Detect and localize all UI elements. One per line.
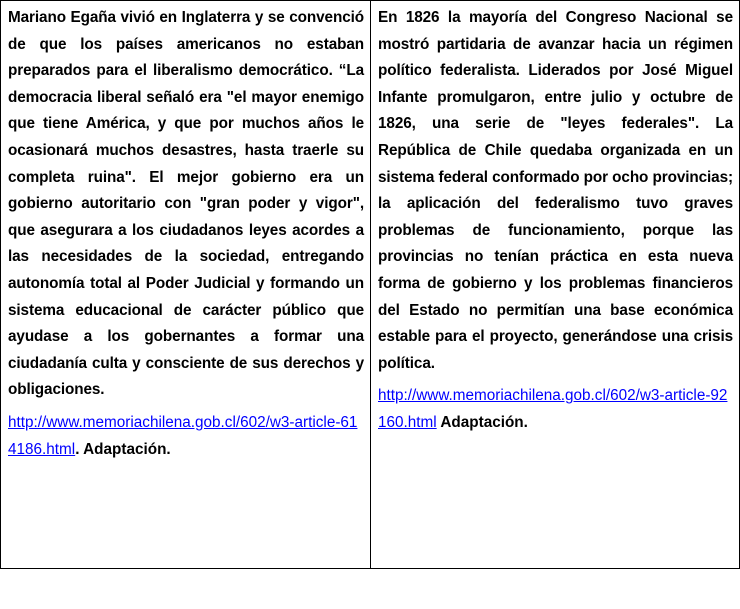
left-source-line [8, 410, 364, 463]
right-source-link[interactable]: http://www.memoriachilena.gob.cl/602/w3-article-92160.html [378, 387, 728, 431]
right-body-text: En 1826 la mayoría del Congreso Nacional se mostró partidaria de avanzar hacia un régimen político federalista. Liderados por José Miguel Infante promulgaron, entre julio y octubre de 1826, una serie de "leyes federales". La República de Chile quedaba organizada en un sistema federal conformado por ocho provincias; la aplicación del federalismo tuvo graves problemas de funcionamiento, porque las provincias no tenían práctica en esta nueva forma de gobierno y los problemas financieros del Estado no permitían una base económica estable para el proyecto, generándose una crisis política. [378, 9, 733, 372]
left-source-link[interactable]: http://www.memoriachilena.gob.cl/602/w3-article-614186.html [8, 413, 358, 458]
right-source-line [378, 383, 733, 436]
left-cell [1, 1, 371, 568]
left-source-suffix: . Adaptación. [75, 440, 171, 458]
left-body-text: Mariano Egaña vivió en Inglaterra y se convenció de que los países americanos no estaban preparados para el liberalismo democrático. “La democracia liberal señaló era "el mayor enemigo que tiene América, y que por muchos años le ocasionará muchos desastres, hasta traerle su completa ruina". El mejor gobierno era un gobierno autoritario con "gran poder y vigor", que asegurara a los ciudadanos leyes acordes a las necesidades de la sociedad, entregando autonomía total al Poder Judicial y formando un sistema educacional de carácter público que ayudase a los gobernantes a formar una ciudadanía culta y consciente de sus derechos y obligaciones. [8, 9, 364, 399]
right-source-suffix: Adaptación. [436, 413, 528, 431]
right-cell [371, 1, 739, 568]
